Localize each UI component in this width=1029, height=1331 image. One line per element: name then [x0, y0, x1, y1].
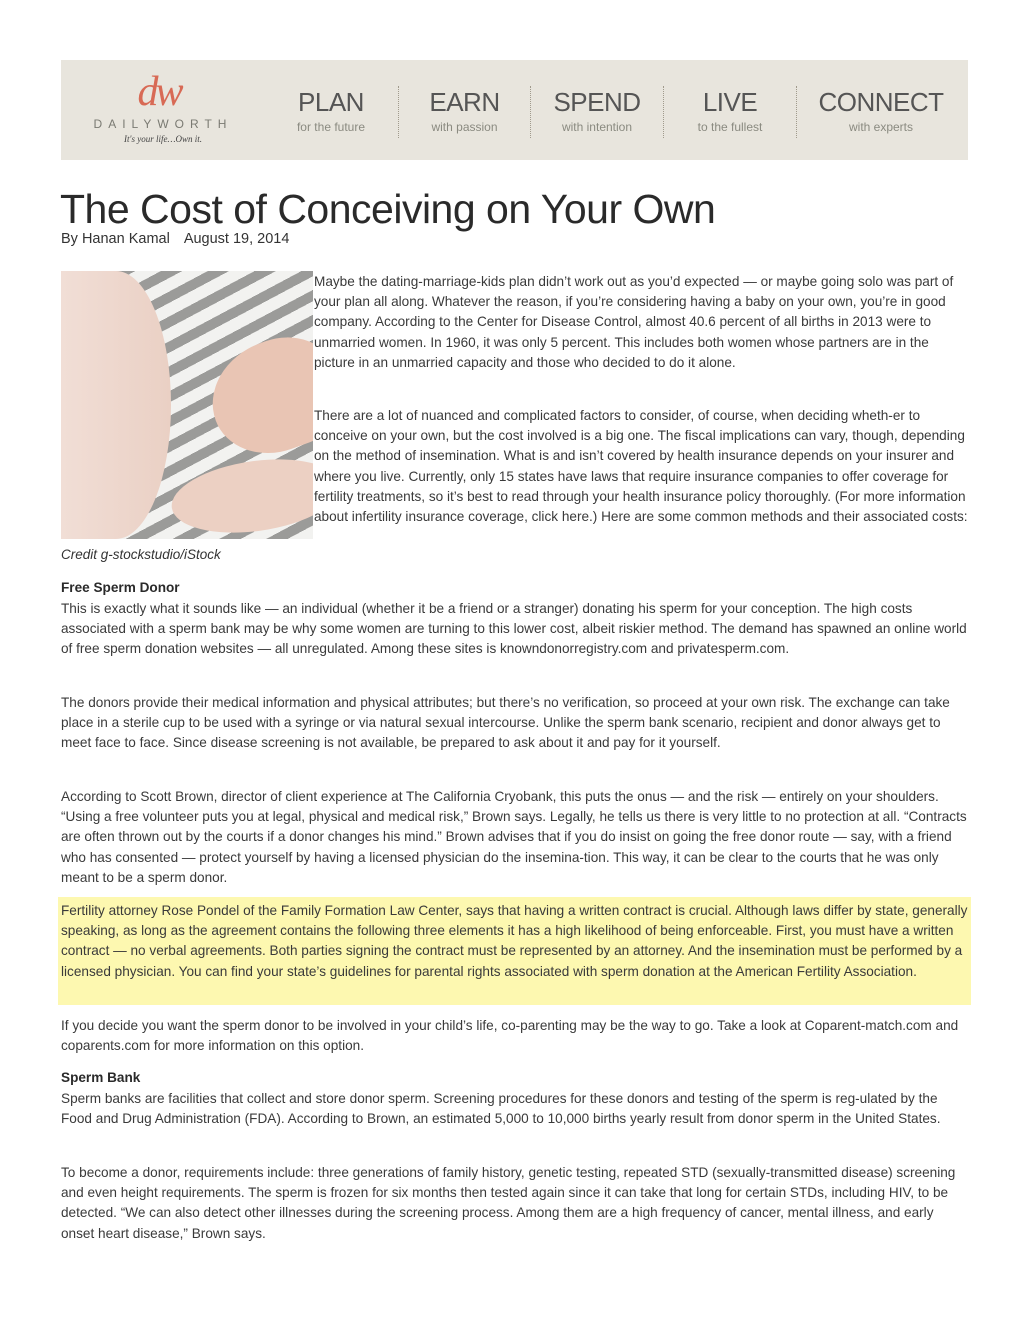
section-1-paragraph-5: If you decide you want the sperm donor to be involved in your child’s life, co-parenting may be the way to go. Take a look at Coparent-match.com and coparents.com for more information on this option. — [61, 1018, 959, 1054]
nav-item-earn[interactable] — [399, 60, 530, 160]
photo-arm-shape — [61, 271, 171, 539]
nav-sublabel: with passion — [431, 120, 498, 134]
nav-sublabel: with intention — [561, 120, 633, 134]
nav-item-spend[interactable] — [531, 60, 663, 160]
main-nav — [264, 60, 965, 160]
publish-date: August 19, 2014 — [183, 231, 290, 247]
nav-sublabel: for the future — [296, 120, 366, 134]
article-title: The Cost of Conceiving on Your Own — [60, 186, 716, 232]
site-logo[interactable] — [61, 60, 281, 160]
nav-sublabel: with experts — [848, 120, 914, 134]
nav-item-plan[interactable] — [264, 60, 398, 160]
nav-item-connect[interactable] — [797, 60, 965, 160]
section-heading-sperm-bank: Sperm Bank — [61, 1070, 141, 1085]
nav-label: PLAN — [298, 87, 364, 117]
intro-paragraph-1: Maybe the dating-marriage-kids plan didn’t work out as you’d expected — or maybe going solo was part of your plan all along. Whatever the reason, if you’re considering having a baby on your own, you’re in good company. According to the Center for Disease Control, almost 40.6 percent of all births in 2013 were to unmarried women. In 1960, it was only 5 percent. This includes both women whose partners are in the picture in an unmarried capacity and those who decided to do it alone. — [314, 274, 954, 370]
section-2-paragraph-1: Sperm banks are facilities that collect and store donor sperm. Screening procedures for these donors and testing of the sperm is reg-ulated by the Food and Drug Administration (FDA). According to Brown, an estimated 5,000 to 10,000 births yearly result from donor sperm in the United States. — [61, 1091, 941, 1127]
nav-label: LIVE — [702, 87, 758, 117]
nav-label: CONNECT — [818, 87, 944, 117]
section-heading-free-donor: Free Sperm Donor — [61, 580, 180, 595]
photo-hand-shape — [196, 322, 313, 470]
section-1-paragraph-1: This is exactly what it sounds like — an individual (whether it be a friend or a stranger) donating his sperm for your conception. The high costs associated with a sperm bank may be why some women are turning to this lower cost, albeit riskier method. The demand has spawned an online world of free sperm donation websites — all unregulated. Among these sites is knowndonorregistry.com and privatesperm.com. — [61, 601, 967, 657]
byline — [61, 231, 289, 247]
logo-mark: dw — [137, 69, 181, 115]
nav-label: SPEND — [553, 87, 641, 117]
nav-sublabel: to the fullest — [697, 120, 763, 134]
author-name[interactable]: By Hanan Kamal — [61, 231, 170, 247]
section-1-paragraph-4-highlighted: Fertility attorney Rose Pondel of the Family Formation Law Center, says that having a written contract is crucial. Although laws differ by state, generally speaking, as long as the agreement contains the following three elements it has a high likelihood of being enforceable. First, you must have a written contract — no verbal agreements. Both parties signing the contract must be represented by an attorney. And the insemination must be performed by a licensed physician. You can find your state’s guidelines for parental rights associated with sperm donation at the American Fertility Association. — [61, 903, 968, 979]
intro-paragraph-2: There are a lot of nuanced and complicated factors to consider, of course, when deciding wheth-er to conceive on your own, but the cost involved is a big one. The fiscal implications can vary, though, depending on the method of insemination. What is and isn’t covered by health insurance depends on your insurer and where you live. Currently, only 15 states have laws that require insurance companies to offer coverage for fertility treatments, so it’s best to read through your health insurance policy thoroughly. (For more information about infertility insurance coverage, click here.) Here are some common methods and their associated costs: — [314, 408, 968, 525]
nav-item-live[interactable] — [664, 60, 796, 160]
photo-hand-lower-shape — [167, 450, 313, 539]
nav-label: EARN — [429, 87, 500, 117]
photo-credit: Credit g-stockstudio/iStock — [61, 547, 221, 562]
logo-wordmark: DAILYWORTH — [93, 117, 233, 131]
section-2-paragraph-2: To become a donor, requirements include: three generations of family history, genetic testing, repeated STD (sexually-transmitted disease) screening and even height requirements. The sperm is frozen for six months then tested again since it can take that long for certain STDs, including HIV, to be detected. “We can also detect other illnesses during the screening process. Among them are a high frequency of cancer, mental illness, and early onset heart disease,” Brown says. — [61, 1165, 956, 1241]
site-header — [61, 60, 968, 160]
section-1-paragraph-2: The donors provide their medical information and physical attributes; but there’s no verification, so proceed at your own risk. The exchange can take place in a sterile cup to be used with a syringe or via natural sexual intercourse. Unlike the sperm bank scenario, recipient and donor always get to meet face to face. Since disease screening is not available, be prepared to ask about it and pay for it yourself. — [61, 695, 950, 751]
article-photo — [61, 271, 313, 539]
logo-tagline: It's your life…Own it. — [124, 134, 202, 144]
section-1-paragraph-3: According to Scott Brown, director of client experience at The California Cryobank, this puts the onus — and the risk — entirely on your shoulders. “Using a free volunteer puts you at legal, physical and medical risk,” Brown says. Legally, he tells us there is very little to no protection at all. “Contracts are often thrown out by the courts if a donor changes his mind.” Brown advises that if you do insist on going the free donor route — say, with a friend who has consented — protect yourself by having a licensed physician do the insemina-tion. This way, it can be clear to the courts that he was only meant to be a sperm donor. — [61, 789, 967, 885]
